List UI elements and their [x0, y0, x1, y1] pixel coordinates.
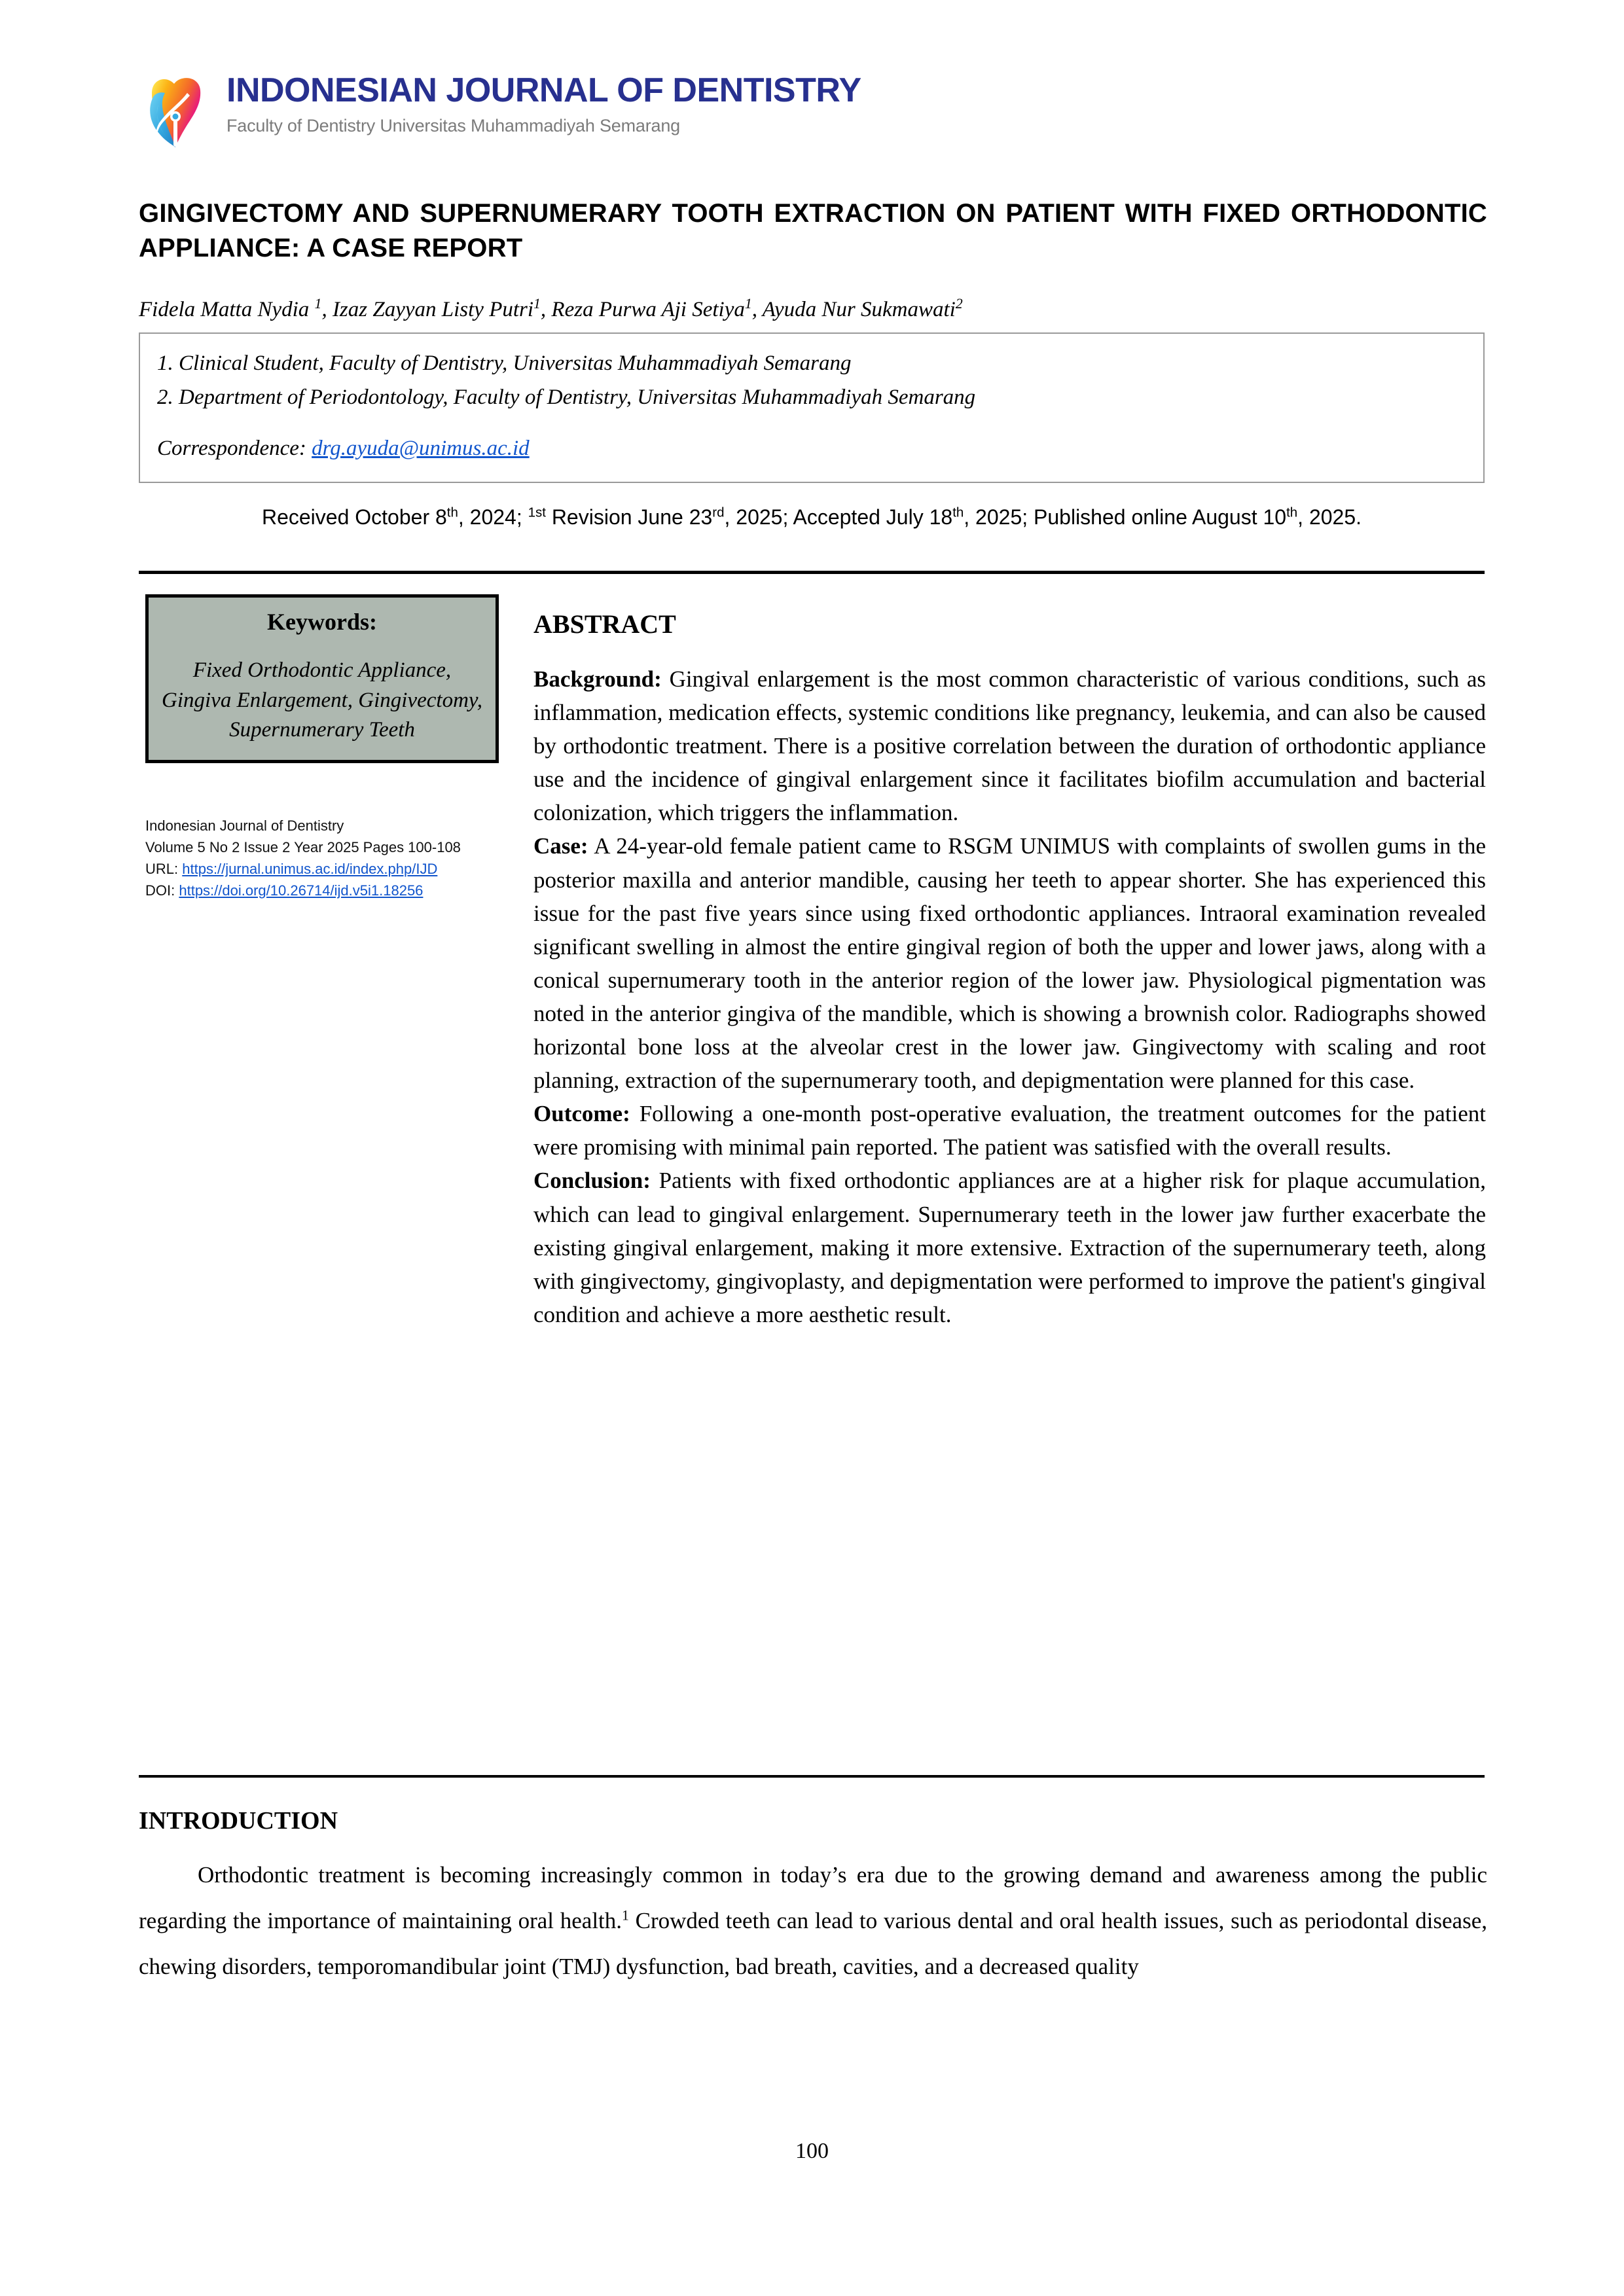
keywords-list: Fixed Orthodontic Appliance, Gingiva Enlargement, Gingivectomy, Supernumerary Teeth: [162, 658, 482, 742]
abstract-section: [533, 609, 1486, 1331]
affiliation-line-2: 2. Department of Periodontology, Faculty of Dentistry, Universitas Muhammadiyah Semarang: [157, 385, 976, 409]
affiliation-line-1: 1. Clinical Student, Faculty of Dentistry, Universitas Muhammadiyah Semarang: [157, 351, 852, 375]
abstract-case-label: Case:: [533, 833, 588, 859]
author-list: Fidela Matta Nydia $^1$, Izaz Zayyan Listy Putri$^1$, Reza Purwa Aji Setiya$^1$, Ayuda Nur Sukmawati$^2$: [139, 296, 963, 321]
abstract-background-text: Gingival enlargement is the most common characteristic of various conditions, such as inflammation, medication effects, systemic conditions like pregnancy, leukemia, and can also be caused by orthodontic treatment. There is a positive correlation between the duration of orthodontic appliance use and the incidence of gingival enlargement since it facilitates biofilm accumulation and bacterial colonization, which triggers the inflammation.: [533, 666, 1486, 826]
tooth-heart-pen-logo-icon: [139, 71, 212, 148]
journal-url-link[interactable]: https://jurnal.unimus.ac.id/index.php/IJD: [182, 861, 438, 877]
page-number: 100: [795, 2139, 829, 2163]
abstract-outcome-text: Following a one-month post-operative evaluation, the treatment outcomes for the patient were promising with minimal pain reported. The patient was satisfied with the overall results.: [533, 1101, 1486, 1160]
publication-dates: Received October 8th, 2024; $^{1st}$ Revision June 23rd, 2025; Accepted July 18th, 2025; Published online August 10th, 2025.: [261, 505, 1362, 529]
abstract-background-paragraph: [533, 662, 1486, 829]
abstract-conclusion-label: Conclusion:: [533, 1168, 651, 1194]
journal-name: INDONESIAN JOURNAL OF DENTISTRY: [226, 71, 861, 109]
journal-doi-link[interactable]: https://doi.org/10.26714/ijd.v5i1.18256: [179, 882, 424, 899]
abstract-conclusion-text: Patients with fixed orthodontic appliances are at a higher risk for plaque accumulation, which can lead to gingival enlargement. Supernumerary teeth in the lower jaw further exacerbate the existing gingival enlargement, making it more extensive. Extraction of the supernumerary teeth, along with gingivectomy, gingivoplasty, and depigmentation were performed to improve the patient's gingival condition and achieve a more aesthetic result.: [533, 1168, 1486, 1327]
doi-label: DOI:: [145, 882, 175, 899]
keywords-box: [145, 594, 499, 763]
journal-faculty-line: Faculty of Dentistry Universitas Muhammadiyah Semarang: [226, 116, 680, 136]
affiliation-box: [139, 332, 1485, 483]
abstract-outcome-paragraph: [533, 1097, 1486, 1164]
correspondence-line: [157, 433, 1466, 465]
abstract-case-text: A 24-year-old female patient came to RSGM UNIMUS with complaints of swollen gums in the posterior maxilla and anterior mandible, causing her teeth to appear shorter. She has experienced this issue for the past five years since using fixed orthodontic appliances. Intraoral examination revealed significant swelling in almost the entire gingival region of both the upper and lower jaws, along with a conical supernumerary tooth in the anterior region of the lower jaw. Physiological pigmentation was noted in the anterior gingiva of the mandible, which is showing a brownish color. Radiographs showed horizontal bone loss at the alveolar crest in the lower jaw. Gingivectomy with scaling and root planning, extraction of the supernumerary tooth, and depigmentation were planned for this case.: [533, 833, 1486, 1094]
header-divider-rule: [139, 571, 1485, 574]
journal-meta-doi-row: [145, 880, 512, 901]
abstract-background-label: Background:: [533, 666, 662, 692]
masthead-text-block: [226, 71, 861, 136]
article-title: GINGIVECTOMY AND SUPERNUMERARY TOOTH EXTRACTION ON PATIENT WITH FIXED ORTHODONTIC APPLIANCE: A CASE REPORT: [139, 199, 1487, 262]
abstract-heading: ABSTRACT: [533, 609, 676, 639]
journal-meta-url-row: [145, 858, 512, 880]
journal-masthead: [139, 71, 990, 149]
correspondence-label: Correspondence:: [157, 436, 306, 460]
journal-meta-volume: Volume 5 No 2 Issue 2 Year 2025 Pages 100-108: [145, 839, 461, 855]
correspondence-email-link[interactable]: drg.ayuda@unimus.ac.id: [312, 436, 530, 460]
abstract-conclusion-paragraph: [533, 1164, 1486, 1331]
keywords-heading: Keywords:: [267, 609, 377, 635]
introduction-heading: INTRODUCTION: [139, 1807, 338, 1835]
journal-metadata-block: [145, 815, 512, 901]
abstract-case-paragraph: [533, 829, 1486, 1097]
journal-meta-name: Indonesian Journal of Dentistry: [145, 817, 344, 834]
abstract-divider-rule: [139, 1775, 1485, 1778]
url-label: URL:: [145, 861, 179, 877]
abstract-outcome-label: Outcome:: [533, 1101, 630, 1127]
introduction-body: Orthodontic treatment is becoming increasingly common in today’s era due to the growing demand and awareness among the public regarding the importance of maintaining oral health.$^1$ Crowded teeth can lead to various dental and oral health issues, such as periodontal disease, chewing disorders, temporomandibular joint (TMJ) dysfunction, bad breath, cavities, and a decreased quality: [139, 1862, 1487, 1979]
